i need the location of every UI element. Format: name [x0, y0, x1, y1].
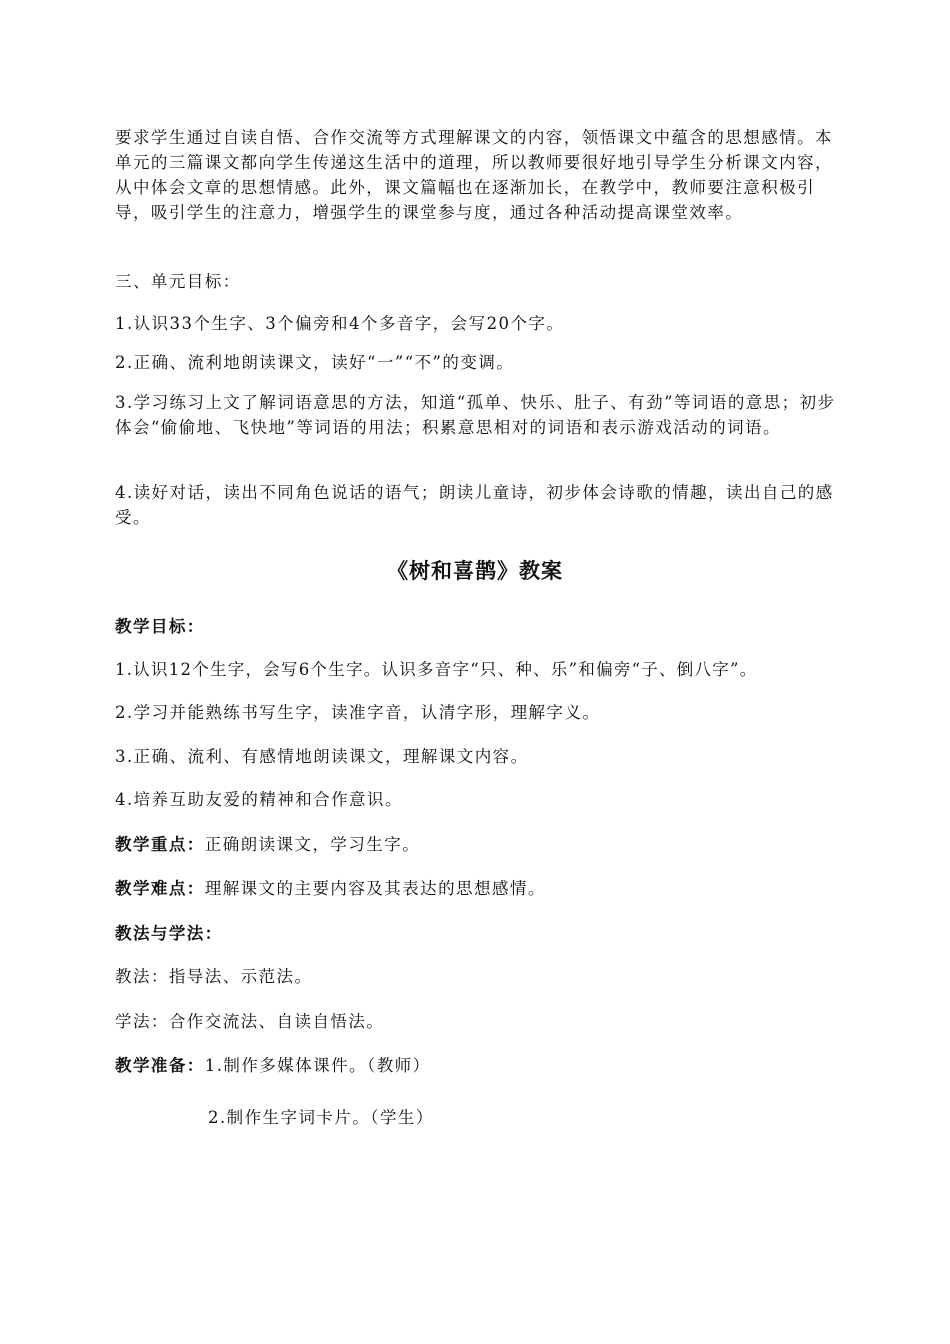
difficulty-text: 理解课文的主要内容及其表达的思想感情。	[204, 879, 546, 898]
objective-4: 4.培养互助友爱的精神和合作意识。	[115, 790, 403, 809]
preparation-label: 教学准备：	[115, 1056, 205, 1075]
unit-goal-3: 3.学习练习上文了解词语意思的方法，知道“孤单、快乐、肚子、有劲”等词语的意思；初步体会“偷偷地、飞快地”等词语的用法；积累意思相对的词语和表示游戏活动的词语。	[115, 393, 836, 437]
preparation-item-1: 1.制作多媒体课件。（教师）	[204, 1056, 431, 1075]
preparation	[115, 1053, 431, 1078]
methods-heading-text: 教法与学法：	[115, 924, 223, 943]
objectives-heading-text: 教学目标：	[115, 617, 205, 636]
unit-goal-2: 2.正确、流利地朗读课文，读好“一”“不”的变调。	[115, 353, 515, 372]
lesson-title: 《树和喜鹊》教案	[387, 558, 563, 583]
objective-2: 2.学习并能熟练书写生字，读准字音，认清字形，理解字义。	[115, 703, 601, 722]
intro-paragraph: 要求学生通过自读自悟、合作交流等方式理解课文的内容，领悟课文中蕴含的思想感情。本单元的三篇课文都向学生传递这生活中的道理，所以教师要很好地引导学生分析课文内容，从中体会文章的思想情感。此外，课文篇幅也在逐渐加长，在教学中，教师要注意积极引导，吸引学生的注意力，增强学生的课堂参与度，通过各种活动提高课堂效率。	[115, 128, 833, 222]
key-points-text: 正确朗读课文，学习生字。	[204, 835, 421, 854]
unit-goals-heading: 三、单元目标：	[115, 272, 241, 291]
objectives-heading	[115, 614, 205, 639]
key-points	[115, 832, 420, 857]
objective-3: 3.正确、流利、有感情地朗读课文，理解课文内容。	[115, 747, 529, 766]
learning-method: 学法：合作交流法、自读自悟法。	[115, 1012, 385, 1031]
methods-heading	[115, 921, 223, 946]
objective-1: 1.认识12个生字，会写6个生字。认识多音字“只、种、乐”和偏旁“子、倒八字”。	[115, 660, 758, 679]
unit-goal-1: 1.认识33个生字、3个偏旁和4个多音字，会写20个字。	[115, 314, 565, 333]
unit-goal-4: 4.读好对话，读出不同角色说话的语气；朗读儿童诗，初步体会诗歌的情趣，读出自己的感受。	[115, 483, 834, 527]
difficulty-label: 教学难点：	[115, 879, 205, 898]
key-points-label: 教学重点：	[115, 835, 205, 854]
preparation-item-2: 2.制作生字词卡片。（学生）	[208, 1108, 434, 1127]
teaching-method: 教法：指导法、示范法。	[115, 967, 313, 986]
difficulty-points	[115, 876, 546, 901]
